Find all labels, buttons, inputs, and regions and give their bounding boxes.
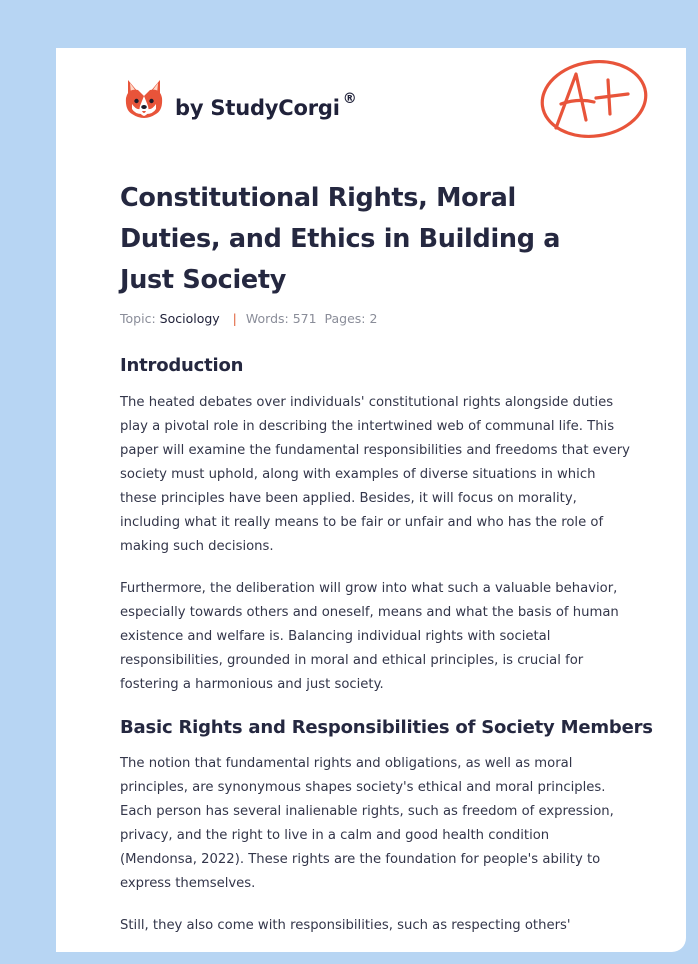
word-count: Words: 571 xyxy=(245,311,317,326)
paragraph: The notion that fundamental rights and obligations, as well as moral principles, are synonymous shapes society's ethical and moral principles. Each person has several inalienable rights, such as freedom of expression, privacy, and the right to live in a calm and good health condition (Mendonsa, 2022). These rights are the foundation for people's ability to express themselves. xyxy=(120,756,614,891)
topic-label: Topic: xyxy=(120,311,156,326)
brand-name[interactable]: by StudyCorgi ® xyxy=(175,91,357,120)
paragraph: The heated debates over individuals' constitutional rights alongside duties play a pivotal role in describing the intertwined web of communal life. This paper will examine the fundamental responsibilities and freedoms that every society must uphold, along with examples of diverse situations in which these principles have been applied. Besides, it will focus on morality, including what it really means to be fair or unfair and who has the role of making such decisions. xyxy=(120,395,630,554)
a-plus-grade-icon xyxy=(538,58,650,146)
article-body xyxy=(120,354,653,938)
page-title: Constitutional Rights, Moral Duties, and Ethics in Building a Just Society xyxy=(120,183,561,295)
meta-separator: | xyxy=(232,311,237,326)
paragraph: Still, they also come with responsibilities, such as respecting others' xyxy=(120,918,571,933)
registered-mark: ® xyxy=(342,91,357,107)
paragraph: Furthermore, the deliberation will grow into what such a valuable behavior, especially towards others and oneself, means and what the basis of human existence and welfare is. Balancing individual rights with societal responsibilities, grounded in moral and ethical principles, is crucial for fostering a harmonious and just society. xyxy=(120,581,619,692)
page-count: Pages: 2 xyxy=(324,311,378,326)
corgi-logo-icon[interactable] xyxy=(122,76,166,122)
article-meta xyxy=(120,311,377,326)
document-page xyxy=(56,48,686,952)
section-heading-introduction: Introduction xyxy=(120,355,244,376)
section-heading-basic-rights: Basic Rights and Responsibilities of Society Members xyxy=(120,717,653,738)
topic-link[interactable]: Sociology xyxy=(159,311,220,326)
